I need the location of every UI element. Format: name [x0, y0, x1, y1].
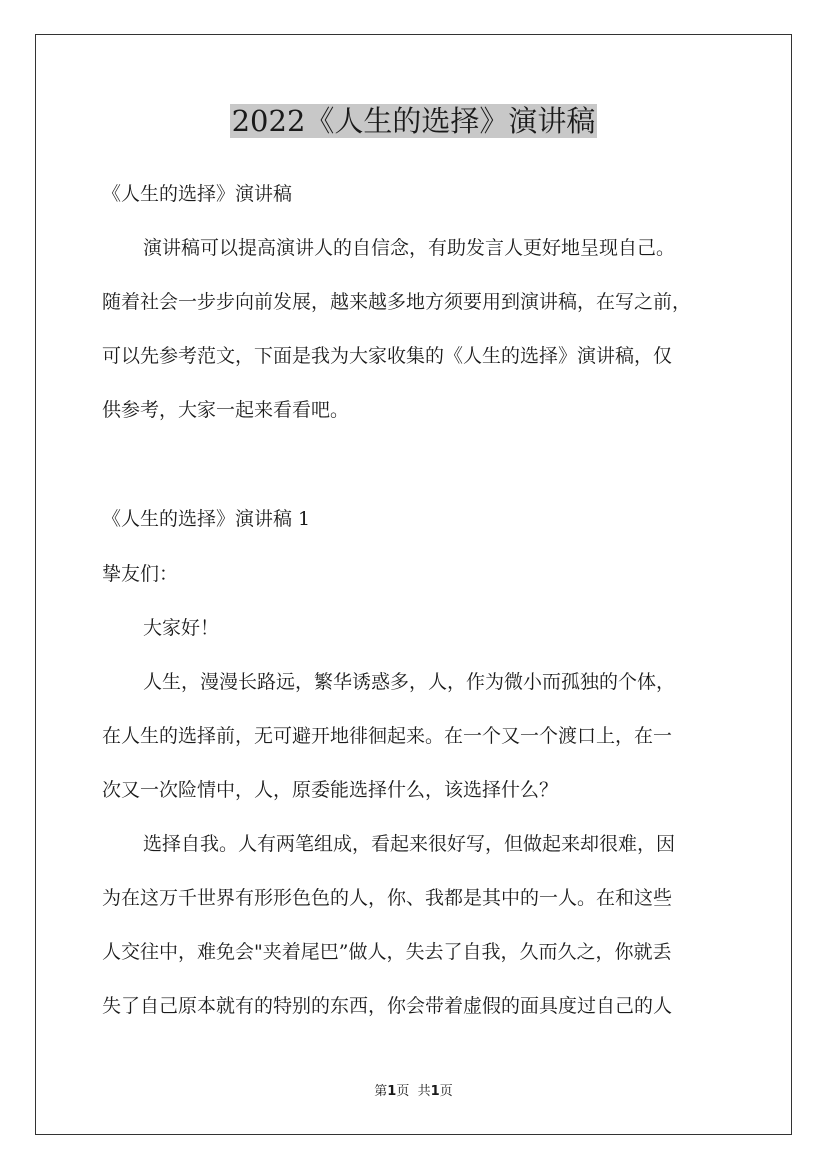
document-title: [0, 101, 827, 141]
page-footer: [0, 1083, 827, 1101]
paragraph-line: 可以先参考范文，下面是我为大家收集的《人生的选择》演讲稿，仅: [102, 345, 673, 367]
subtitle-line: 《人生的选择》演讲稿: [102, 183, 293, 205]
paragraph-line: 供参考，大家一起来看看吧。: [102, 399, 350, 421]
paragraph-line: 在人生的选择前，无可避开地徘徊起来。在一个又一个渡口上，在一: [102, 725, 673, 747]
paragraph-line: 人交往中，难免会"夹着尾巴”做人，失去了自我，久而久之，你就丢: [102, 941, 672, 963]
paragraph-line: 随着社会一步步向前发展，越来越多地方须要用到演讲稿，在写之前，: [102, 291, 692, 313]
paragraph-line: 失了自己原本就有的特别的东西，你会带着虚假的面具度过自己的人: [102, 995, 673, 1017]
paragraph-line: 人生，漫漫长路远，繁华诱惑多，人，作为微小而孤独的个体，: [143, 671, 676, 693]
total-pages: 1: [430, 1084, 440, 1099]
salutation: 挚友们：: [102, 563, 179, 585]
page-number: 1: [387, 1084, 397, 1099]
paragraph-line: 次又一次险情中，人，原委能选择什么，该选择什么？: [102, 779, 559, 801]
paragraph-line: 选择自我。人有两笔组成，看起来很好写，但做起来却很难，因: [143, 833, 676, 855]
total-suffix: 页: [439, 1084, 453, 1099]
section-heading: 《人生的选择》演讲稿 1: [102, 508, 311, 530]
document-title-text: 2022《人生的选择》演讲稿: [231, 104, 596, 138]
total-prefix: 共: [417, 1084, 431, 1099]
paragraph-line: 演讲稿可以提高演讲人的自信念，有助发言人更好地呈现自己。: [143, 237, 676, 259]
greeting: 大家好！: [143, 617, 220, 639]
page-prefix: 第: [374, 1084, 388, 1099]
page-suffix: 页: [396, 1084, 410, 1099]
paragraph-line: 为在这万千世界有形形色色的人，你、我都是其中的一人。在和这些: [102, 887, 673, 909]
